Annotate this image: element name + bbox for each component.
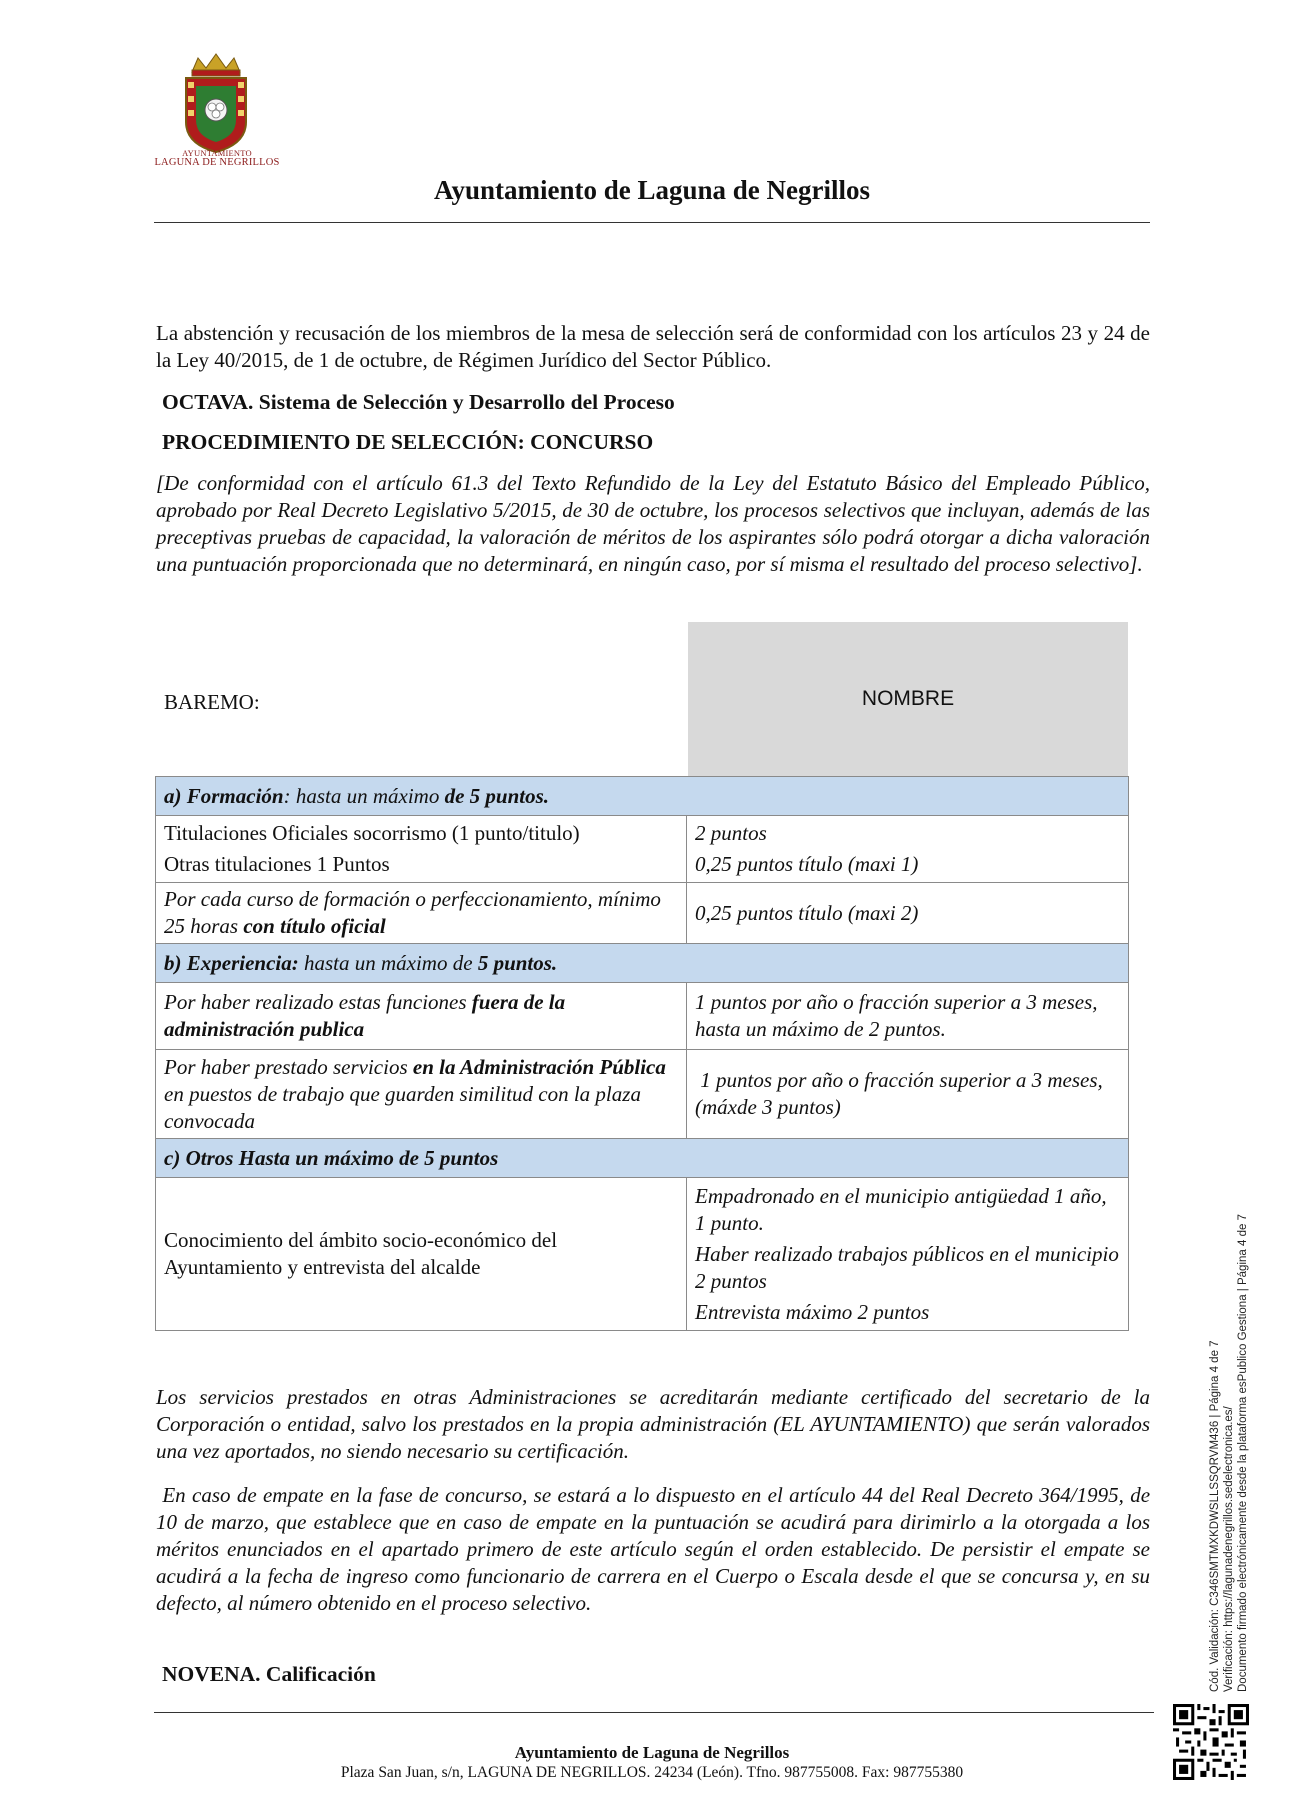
criteria-text: en puestos de trabajo que guarden similitud con la plaza convocada	[164, 1081, 641, 1133]
table-row	[156, 1178, 1129, 1331]
intro-paragraph: La abstención y recusación de los miembros de la mesa de selección será de conformidad con los artículos 23 y 24 de la Ley 40/2015, de 1 de octubre, de Régimen Jurídico del Sector Público.	[156, 321, 1150, 372]
logo-caption-line: LAGUNA DE NEGRILLOS	[154, 157, 280, 168]
criteria-cell	[156, 1050, 687, 1139]
points-cell: 1 puntos por año o fracción superior a 3 meses, hasta un máximo de 2 puntos.	[687, 983, 1129, 1050]
table-row	[156, 983, 1129, 1050]
nombre-label: NOMBRE	[861, 687, 955, 710]
points-line: Haber realizado trabajos públicos en el municipio 2 puntos	[695, 1241, 1119, 1293]
section-title: a) Formación	[164, 783, 284, 808]
points-cell: 0,25 puntos título (maxi 2)	[687, 883, 1129, 944]
criteria-cell	[156, 883, 687, 944]
baremo-table	[155, 776, 1129, 1331]
baremo-label: BAREMO:	[164, 690, 260, 714]
nombre-header-cell	[688, 622, 1128, 776]
logo-caption	[150, 148, 284, 168]
section-max: 5 puntos.	[477, 950, 558, 975]
qr-code[interactable]	[1173, 1704, 1249, 1780]
header-title: Ayuntamiento de Laguna de Negrillos	[433, 175, 871, 205]
legal-note-paragraph: [De conformidad con el artículo 61.3 del Texto Refundido de la Ley del Estatuto Básico del Empleado Público, aprobado por Real Decreto Legislativo 5/2015, de 30 de octubre, los procesos selectivos que incluyan, además de las preceptivas pruebas de capacidad, la valoración de méritos de los aspirantes sólo podrá otorgar a dicha valoración una puntuación proporcionada que no determinará, en ningún caso, por sí misma el resultado del proceso selectivo].	[156, 471, 1150, 576]
section-text: hasta un máximo de	[298, 950, 478, 975]
points-cell	[687, 816, 1129, 883]
criteria-cell: Conocimiento del ámbito socio-económico del Ayuntamiento y entrevista del alcalde	[156, 1178, 687, 1331]
criteria-text: Por haber realizado estas funciones	[164, 990, 472, 1014]
section-cell	[156, 944, 1129, 983]
heading-procedimiento: PROCEDIMIENTO DE SELECCIÓN: CONCURSO	[162, 430, 654, 454]
table-row	[156, 883, 1129, 944]
criteria-bold: en la Administración Pública	[412, 1054, 666, 1079]
section-row-otros	[156, 1139, 1129, 1178]
criteria-cell	[156, 816, 687, 883]
criteria-line: Otras titulaciones 1 Puntos	[164, 852, 390, 876]
points-line: 2 puntos	[695, 821, 767, 845]
footer-address: Plaza San Juan, s/n, LAGUNA DE NEGRILLOS. 24234 (León). Tfno. 987755008. Fax: 987755380	[340, 1764, 964, 1781]
criteria-cell	[156, 983, 687, 1050]
criteria-text: Por haber prestado servicios	[164, 1054, 413, 1079]
section-row-experiencia	[156, 944, 1129, 983]
section-title: c) Otros Hasta un máximo de 5 puntos	[164, 1145, 499, 1170]
section-cell	[156, 1139, 1129, 1178]
points-line: Entrevista máximo 2 puntos	[695, 1299, 930, 1324]
criteria-bold: con título oficial	[243, 914, 386, 938]
section-max: de 5 puntos.	[444, 783, 550, 808]
logo-caption-line: AYUNTAMIENTO	[182, 148, 252, 158]
criteria-text: Por cada curso de formación o perfeccionamiento, mínimo 25 horas	[164, 887, 661, 938]
table-row	[156, 1050, 1129, 1139]
footer-rule	[154, 1712, 1154, 1713]
criteria-line: Titulaciones Oficiales socorrismo (1 punto/titulo)	[164, 821, 580, 845]
validation-line: Documento firmado electrónicamente desde la plataforma esPublico Gestiona | Página 4 de 7	[1237, 1214, 1249, 1692]
servicios-paragraph: Los servicios prestados en otras Administraciones se acreditarán mediante certificado del secretario de la Corporación o entidad, salvo los prestados en la propia administración (EL AYUNTAMIENTO) que serán valorados una vez aportados, no siendo necesario su certificación.	[156, 1385, 1150, 1463]
section-row-formacion	[156, 777, 1129, 816]
points-line: 0,25 puntos título (maxi 1)	[695, 852, 919, 876]
validation-line: Cód. Validación: C346SMTMXKDWSLLSSQRVM436 | Página 4 de 7	[1209, 1340, 1221, 1692]
empate-paragraph: En caso de empate en la fase de concurso, se estará a lo dispuesto en el artículo 44 del Real Decreto 364/1995, de 10 de marzo, que establece que en caso de empate en la puntuación se acudirá para dirimirlo a la otorgada a los méritos enunciados en el apartado primero de este artículo según el orden establecido. De persistir el empate se acudirá a la fecha de ingreso como funcionario de carrera en el Cuerpo o Escala desde el que se concursa y, en su defecto, al número obtenido en el proceso selectivo.	[156, 1483, 1156, 1615]
footer-title: Ayuntamiento de Laguna de Negrillos	[514, 1743, 790, 1762]
section-text: : hasta un máximo	[283, 783, 445, 808]
header-rule	[154, 222, 1150, 223]
points-cell	[687, 1178, 1129, 1331]
heading-octava: OCTAVA. Sistema de Selección y Desarrollo del Proceso	[162, 390, 675, 414]
criteria-bold: fuera de la administración publica	[164, 990, 566, 1041]
validation-side-text	[1208, 1132, 1264, 1692]
points-cell: 1 puntos por año o fracción superior a 3 meses, (máxde 3 puntos)	[687, 1050, 1129, 1139]
table-row	[156, 816, 1129, 883]
validation-line: Verificación: https://lagunadenegrillos.sedelectronica.es/	[1223, 1406, 1235, 1692]
section-cell	[156, 777, 1129, 816]
points-line: Empadronado en el municipio antigüedad 1 año, 1 punto.	[695, 1183, 1107, 1235]
section-title: b) Experiencia:	[164, 950, 299, 975]
heading-novena: NOVENA. Calificación	[162, 1662, 376, 1686]
